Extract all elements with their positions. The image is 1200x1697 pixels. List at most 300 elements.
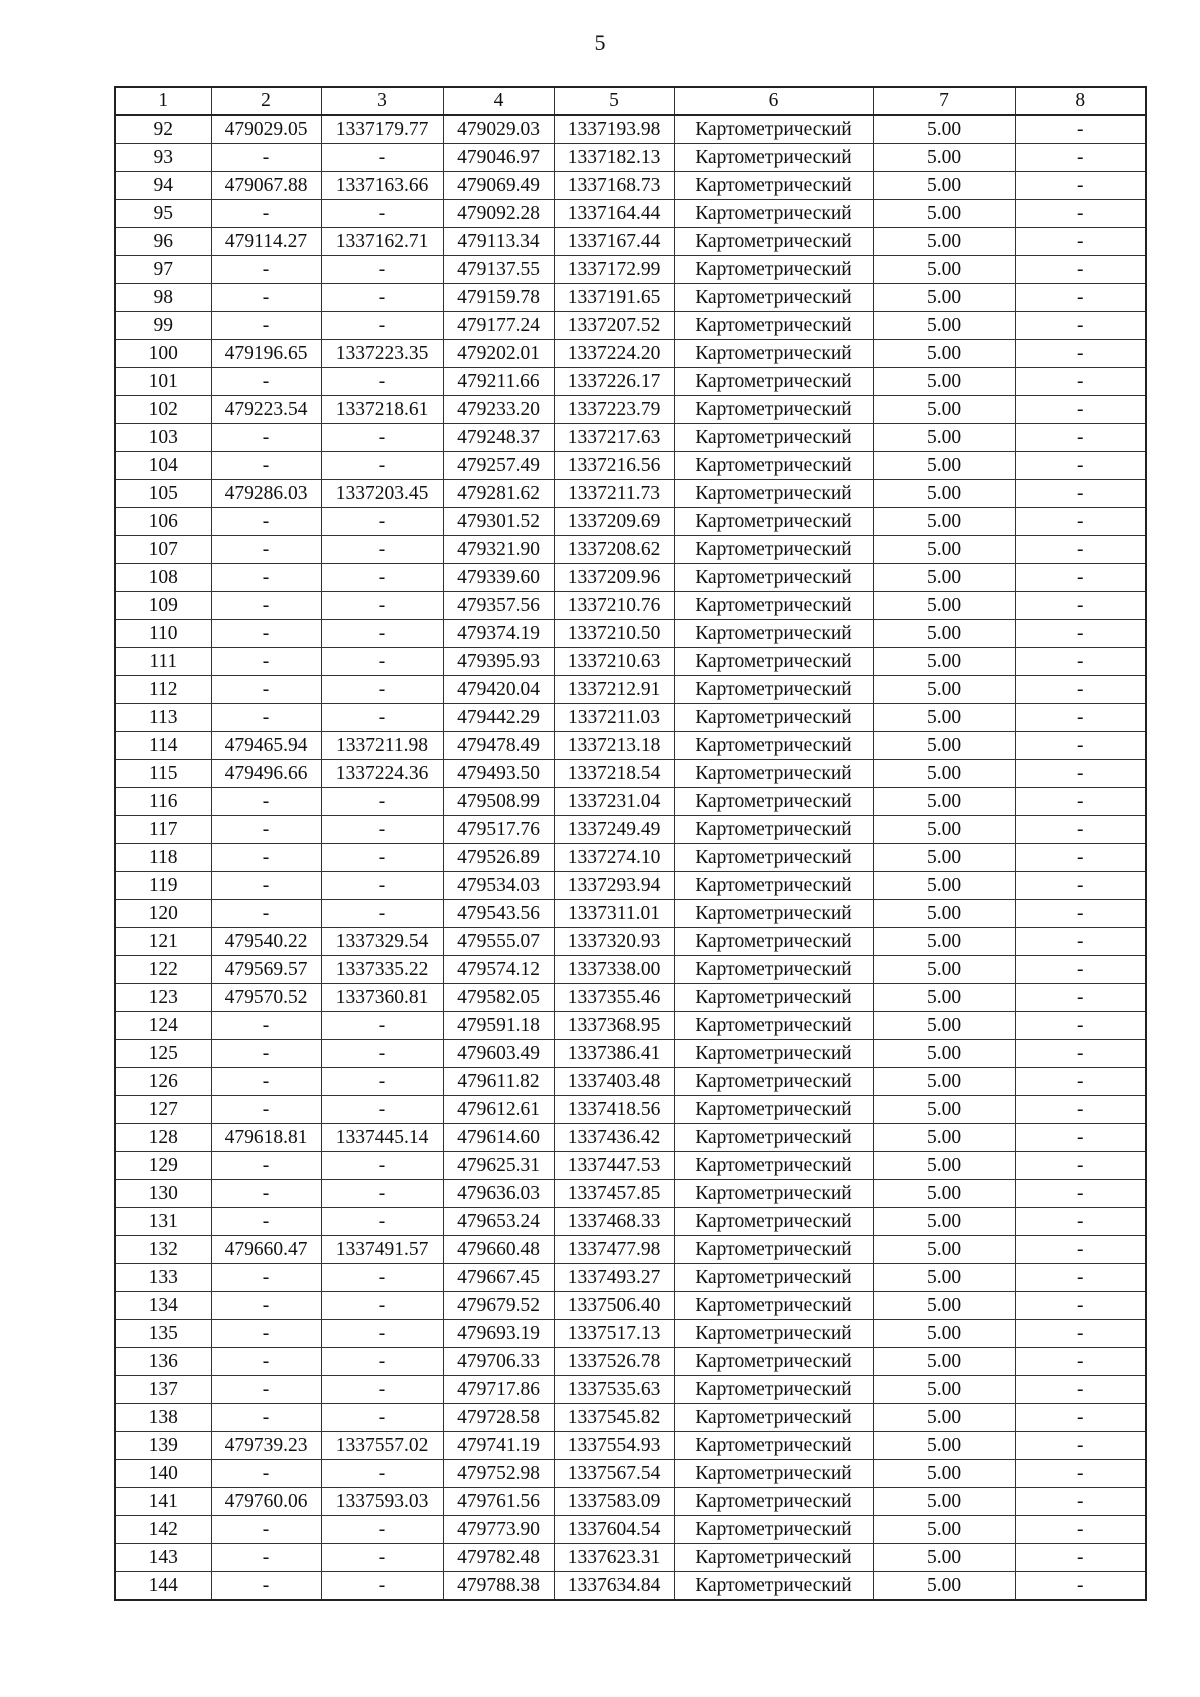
cell-old-x: 479067.88 <box>211 172 321 200</box>
cell-note: - <box>1015 844 1146 872</box>
table-row <box>115 1572 1146 1601</box>
cell-accuracy: 5.00 <box>873 200 1015 228</box>
cell-old-x: 479540.22 <box>211 928 321 956</box>
cell-accuracy: 5.00 <box>873 592 1015 620</box>
cell-old-y: - <box>321 1180 443 1208</box>
cell-method: Картометрический <box>674 284 873 312</box>
cell-point-number: 135 <box>115 1320 211 1348</box>
cell-new-y: 1337167.44 <box>554 228 674 256</box>
table-row <box>115 648 1146 676</box>
cell-accuracy: 5.00 <box>873 648 1015 676</box>
cell-new-x: 479508.99 <box>443 788 554 816</box>
cell-new-y: 1337210.76 <box>554 592 674 620</box>
cell-method: Картометрический <box>674 1544 873 1572</box>
cell-note: - <box>1015 900 1146 928</box>
cell-accuracy: 5.00 <box>873 172 1015 200</box>
cell-method: Картометрический <box>674 648 873 676</box>
cell-new-x: 479526.89 <box>443 844 554 872</box>
cell-accuracy: 5.00 <box>873 452 1015 480</box>
cell-old-x: 479223.54 <box>211 396 321 424</box>
cell-note: - <box>1015 1348 1146 1376</box>
cell-old-x: - <box>211 620 321 648</box>
column-header-5: 5 <box>554 87 674 115</box>
cell-accuracy: 5.00 <box>873 228 1015 256</box>
cell-point-number: 93 <box>115 144 211 172</box>
cell-note: - <box>1015 1376 1146 1404</box>
cell-point-number: 126 <box>115 1068 211 1096</box>
cell-point-number: 142 <box>115 1516 211 1544</box>
cell-new-y: 1337403.48 <box>554 1068 674 1096</box>
cell-old-y: 1337445.14 <box>321 1124 443 1152</box>
cell-new-y: 1337207.52 <box>554 312 674 340</box>
table-row <box>115 760 1146 788</box>
cell-new-x: 479211.66 <box>443 368 554 396</box>
cell-new-y: 1337164.44 <box>554 200 674 228</box>
table-row <box>115 1152 1146 1180</box>
cell-point-number: 111 <box>115 648 211 676</box>
cell-old-y: 1337593.03 <box>321 1488 443 1516</box>
cell-note: - <box>1015 788 1146 816</box>
cell-note: - <box>1015 340 1146 368</box>
cell-method: Картометрический <box>674 1320 873 1348</box>
cell-note: - <box>1015 872 1146 900</box>
cell-note: - <box>1015 1488 1146 1516</box>
cell-point-number: 125 <box>115 1040 211 1068</box>
cell-point-number: 136 <box>115 1348 211 1376</box>
header-row <box>115 87 1146 115</box>
cell-accuracy: 5.00 <box>873 760 1015 788</box>
cell-method: Картометрический <box>674 1516 873 1544</box>
cell-new-x: 479591.18 <box>443 1012 554 1040</box>
cell-new-x: 479177.24 <box>443 312 554 340</box>
cell-old-y: 1337491.57 <box>321 1236 443 1264</box>
cell-method: Картометрический <box>674 1264 873 1292</box>
cell-point-number: 138 <box>115 1404 211 1432</box>
cell-note: - <box>1015 1460 1146 1488</box>
cell-point-number: 129 <box>115 1152 211 1180</box>
cell-old-y: - <box>321 788 443 816</box>
cell-method: Картометрический <box>674 1376 873 1404</box>
cell-old-x: - <box>211 788 321 816</box>
cell-new-x: 479233.20 <box>443 396 554 424</box>
table-row <box>115 1404 1146 1432</box>
cell-old-x: - <box>211 1264 321 1292</box>
cell-method: Картометрический <box>674 1096 873 1124</box>
cell-old-y: - <box>321 872 443 900</box>
cell-new-y: 1337172.99 <box>554 256 674 284</box>
cell-new-x: 479029.03 <box>443 115 554 144</box>
cell-point-number: 109 <box>115 592 211 620</box>
cell-note: - <box>1015 480 1146 508</box>
cell-old-x: - <box>211 676 321 704</box>
cell-new-y: 1337338.00 <box>554 956 674 984</box>
cell-note: - <box>1015 200 1146 228</box>
coordinates-table <box>114 86 1147 1601</box>
cell-point-number: 113 <box>115 704 211 732</box>
table-row <box>115 872 1146 900</box>
cell-new-x: 479442.29 <box>443 704 554 732</box>
cell-new-y: 1337223.79 <box>554 396 674 424</box>
cell-note: - <box>1015 424 1146 452</box>
cell-old-x: - <box>211 816 321 844</box>
column-header-7: 7 <box>873 87 1015 115</box>
cell-new-y: 1337212.91 <box>554 676 674 704</box>
cell-note: - <box>1015 1208 1146 1236</box>
table-row <box>115 1544 1146 1572</box>
cell-old-y: - <box>321 648 443 676</box>
cell-old-x: - <box>211 424 321 452</box>
cell-note: - <box>1015 115 1146 144</box>
cell-old-y: - <box>321 284 443 312</box>
cell-point-number: 127 <box>115 1096 211 1124</box>
cell-accuracy: 5.00 <box>873 1264 1015 1292</box>
cell-old-x: - <box>211 1320 321 1348</box>
cell-new-y: 1337554.93 <box>554 1432 674 1460</box>
cell-note: - <box>1015 592 1146 620</box>
cell-method: Картометрический <box>674 1292 873 1320</box>
table-row <box>115 172 1146 200</box>
cell-accuracy: 5.00 <box>873 900 1015 928</box>
cell-old-x: - <box>211 564 321 592</box>
table-row <box>115 1292 1146 1320</box>
cell-method: Картометрический <box>674 676 873 704</box>
cell-method: Картометрический <box>674 424 873 452</box>
cell-old-x: - <box>211 452 321 480</box>
cell-old-x: 479739.23 <box>211 1432 321 1460</box>
cell-point-number: 114 <box>115 732 211 760</box>
cell-old-x: - <box>211 648 321 676</box>
cell-point-number: 107 <box>115 536 211 564</box>
cell-point-number: 106 <box>115 508 211 536</box>
cell-new-y: 1337213.18 <box>554 732 674 760</box>
cell-method: Картометрический <box>674 1460 873 1488</box>
cell-method: Картометрический <box>674 844 873 872</box>
cell-old-x: 479465.94 <box>211 732 321 760</box>
table-row <box>115 928 1146 956</box>
cell-note: - <box>1015 1124 1146 1152</box>
table-row <box>115 144 1146 172</box>
cell-note: - <box>1015 172 1146 200</box>
cell-method: Картометрический <box>674 1124 873 1152</box>
cell-old-y: - <box>321 1068 443 1096</box>
table-row <box>115 1460 1146 1488</box>
cell-old-x: - <box>211 200 321 228</box>
cell-note: - <box>1015 1012 1146 1040</box>
table-row <box>115 1180 1146 1208</box>
cell-point-number: 140 <box>115 1460 211 1488</box>
cell-new-y: 1337217.63 <box>554 424 674 452</box>
cell-new-x: 479248.37 <box>443 424 554 452</box>
table-row <box>115 1208 1146 1236</box>
column-header-8: 8 <box>1015 87 1146 115</box>
table-row <box>115 228 1146 256</box>
cell-old-x: - <box>211 1068 321 1096</box>
cell-accuracy: 5.00 <box>873 1096 1015 1124</box>
cell-point-number: 99 <box>115 312 211 340</box>
cell-point-number: 122 <box>115 956 211 984</box>
cell-method: Картометрический <box>674 256 873 284</box>
cell-method: Картометрический <box>674 1348 873 1376</box>
cell-accuracy: 5.00 <box>873 1460 1015 1488</box>
cell-new-x: 479574.12 <box>443 956 554 984</box>
column-header-3: 3 <box>321 87 443 115</box>
cell-point-number: 108 <box>115 564 211 592</box>
cell-accuracy: 5.00 <box>873 508 1015 536</box>
table-row <box>115 256 1146 284</box>
cell-note: - <box>1015 452 1146 480</box>
cell-point-number: 103 <box>115 424 211 452</box>
cell-old-x: - <box>211 900 321 928</box>
cell-old-x: - <box>211 704 321 732</box>
cell-point-number: 94 <box>115 172 211 200</box>
cell-method: Картометрический <box>674 115 873 144</box>
cell-old-y: - <box>321 424 443 452</box>
cell-note: - <box>1015 312 1146 340</box>
cell-old-x: - <box>211 1404 321 1432</box>
cell-point-number: 97 <box>115 256 211 284</box>
cell-new-y: 1337517.13 <box>554 1320 674 1348</box>
cell-old-x: - <box>211 872 321 900</box>
cell-new-x: 479782.48 <box>443 1544 554 1572</box>
cell-old-x: - <box>211 256 321 284</box>
cell-point-number: 121 <box>115 928 211 956</box>
cell-new-y: 1337210.50 <box>554 620 674 648</box>
table-row <box>115 1488 1146 1516</box>
cell-old-y: - <box>321 536 443 564</box>
cell-method: Картометрический <box>674 396 873 424</box>
cell-old-x: - <box>211 1544 321 1572</box>
table-row <box>115 592 1146 620</box>
cell-new-x: 479113.34 <box>443 228 554 256</box>
cell-old-y: - <box>321 1264 443 1292</box>
cell-method: Картометрический <box>674 508 873 536</box>
cell-old-x: - <box>211 508 321 536</box>
cell-new-y: 1337182.13 <box>554 144 674 172</box>
cell-old-y: 1337360.81 <box>321 984 443 1012</box>
cell-old-y: 1337329.54 <box>321 928 443 956</box>
cell-new-x: 479202.01 <box>443 340 554 368</box>
cell-accuracy: 5.00 <box>873 1208 1015 1236</box>
table-row <box>115 844 1146 872</box>
cell-old-y: - <box>321 1516 443 1544</box>
table-row <box>115 1432 1146 1460</box>
cell-new-y: 1337168.73 <box>554 172 674 200</box>
cell-old-y: - <box>321 200 443 228</box>
cell-note: - <box>1015 1096 1146 1124</box>
cell-old-y: - <box>321 592 443 620</box>
cell-accuracy: 5.00 <box>873 1404 1015 1432</box>
cell-method: Картометрический <box>674 452 873 480</box>
cell-method: Картометрический <box>674 564 873 592</box>
cell-new-x: 479636.03 <box>443 1180 554 1208</box>
cell-point-number: 137 <box>115 1376 211 1404</box>
cell-accuracy: 5.00 <box>873 396 1015 424</box>
cell-point-number: 101 <box>115 368 211 396</box>
cell-old-x: - <box>211 1208 321 1236</box>
cell-method: Картометрический <box>674 872 873 900</box>
table-row <box>115 564 1146 592</box>
cell-old-y: - <box>321 1096 443 1124</box>
cell-old-y: 1337218.61 <box>321 396 443 424</box>
cell-new-y: 1337218.54 <box>554 760 674 788</box>
cell-old-x: 479196.65 <box>211 340 321 368</box>
cell-point-number: 100 <box>115 340 211 368</box>
cell-old-y: - <box>321 1012 443 1040</box>
cell-old-y: - <box>321 900 443 928</box>
cell-old-x: - <box>211 1012 321 1040</box>
cell-accuracy: 5.00 <box>873 1040 1015 1068</box>
cell-accuracy: 5.00 <box>873 1012 1015 1040</box>
cell-old-x: - <box>211 1376 321 1404</box>
table-row <box>115 1320 1146 1348</box>
table-row <box>115 1376 1146 1404</box>
table-row <box>115 396 1146 424</box>
cell-old-x: - <box>211 1460 321 1488</box>
cell-old-x: - <box>211 312 321 340</box>
table-row <box>115 704 1146 732</box>
cell-new-x: 479092.28 <box>443 200 554 228</box>
cell-point-number: 131 <box>115 1208 211 1236</box>
cell-new-y: 1337604.54 <box>554 1516 674 1544</box>
cell-method: Картометрический <box>674 312 873 340</box>
cell-method: Картометрический <box>674 144 873 172</box>
cell-old-x: - <box>211 536 321 564</box>
cell-new-x: 479046.97 <box>443 144 554 172</box>
cell-new-x: 479137.55 <box>443 256 554 284</box>
cell-accuracy: 5.00 <box>873 872 1015 900</box>
cell-note: - <box>1015 676 1146 704</box>
cell-old-x: 479029.05 <box>211 115 321 144</box>
cell-note: - <box>1015 1404 1146 1432</box>
cell-point-number: 116 <box>115 788 211 816</box>
cell-note: - <box>1015 1068 1146 1096</box>
cell-new-x: 479706.33 <box>443 1348 554 1376</box>
cell-accuracy: 5.00 <box>873 256 1015 284</box>
cell-accuracy: 5.00 <box>873 816 1015 844</box>
cell-method: Картометрический <box>674 228 873 256</box>
cell-new-y: 1337274.10 <box>554 844 674 872</box>
cell-old-y: - <box>321 676 443 704</box>
cell-new-x: 479582.05 <box>443 984 554 1012</box>
cell-new-y: 1337209.96 <box>554 564 674 592</box>
table-row <box>115 115 1146 144</box>
table-row <box>115 1096 1146 1124</box>
cell-old-y: - <box>321 1404 443 1432</box>
cell-accuracy: 5.00 <box>873 424 1015 452</box>
cell-point-number: 118 <box>115 844 211 872</box>
cell-new-y: 1337634.84 <box>554 1572 674 1601</box>
cell-note: - <box>1015 284 1146 312</box>
cell-new-x: 479773.90 <box>443 1516 554 1544</box>
table-row <box>115 312 1146 340</box>
table-row <box>115 1348 1146 1376</box>
cell-old-y: - <box>321 1292 443 1320</box>
cell-new-y: 1337208.62 <box>554 536 674 564</box>
cell-point-number: 102 <box>115 396 211 424</box>
cell-old-x: - <box>211 1152 321 1180</box>
cell-accuracy: 5.00 <box>873 144 1015 172</box>
cell-method: Картометрический <box>674 1432 873 1460</box>
cell-new-x: 479257.49 <box>443 452 554 480</box>
cell-new-x: 479625.31 <box>443 1152 554 1180</box>
cell-new-x: 479667.45 <box>443 1264 554 1292</box>
cell-point-number: 110 <box>115 620 211 648</box>
cell-note: - <box>1015 732 1146 760</box>
cell-note: - <box>1015 816 1146 844</box>
cell-old-y: - <box>321 1320 443 1348</box>
cell-accuracy: 5.00 <box>873 1488 1015 1516</box>
cell-new-x: 479555.07 <box>443 928 554 956</box>
cell-new-x: 479374.19 <box>443 620 554 648</box>
cell-new-y: 1337623.31 <box>554 1544 674 1572</box>
cell-old-y: - <box>321 452 443 480</box>
cell-accuracy: 5.00 <box>873 1376 1015 1404</box>
cell-new-y: 1337436.42 <box>554 1124 674 1152</box>
cell-accuracy: 5.00 <box>873 1572 1015 1601</box>
cell-new-x: 479679.52 <box>443 1292 554 1320</box>
cell-new-x: 479761.56 <box>443 1488 554 1516</box>
cell-note: - <box>1015 1236 1146 1264</box>
cell-method: Картометрический <box>674 620 873 648</box>
cell-note: - <box>1015 1180 1146 1208</box>
cell-accuracy: 5.00 <box>873 340 1015 368</box>
cell-accuracy: 5.00 <box>873 956 1015 984</box>
table-row <box>115 508 1146 536</box>
cell-old-x: - <box>211 592 321 620</box>
cell-point-number: 133 <box>115 1264 211 1292</box>
cell-old-x: 479760.06 <box>211 1488 321 1516</box>
cell-note: - <box>1015 536 1146 564</box>
cell-accuracy: 5.00 <box>873 1124 1015 1152</box>
cell-point-number: 117 <box>115 816 211 844</box>
cell-point-number: 143 <box>115 1544 211 1572</box>
cell-old-x: - <box>211 284 321 312</box>
cell-new-x: 479478.49 <box>443 732 554 760</box>
cell-method: Картометрический <box>674 340 873 368</box>
cell-method: Картометрический <box>674 816 873 844</box>
cell-old-y: - <box>321 816 443 844</box>
cell-accuracy: 5.00 <box>873 928 1015 956</box>
cell-old-y: - <box>321 256 443 284</box>
cell-old-y: 1337203.45 <box>321 480 443 508</box>
cell-new-x: 479788.38 <box>443 1572 554 1601</box>
cell-method: Картометрический <box>674 704 873 732</box>
cell-new-y: 1337477.98 <box>554 1236 674 1264</box>
cell-new-y: 1337210.63 <box>554 648 674 676</box>
table-row <box>115 788 1146 816</box>
cell-note: - <box>1015 1152 1146 1180</box>
cell-method: Картометрический <box>674 1180 873 1208</box>
cell-old-x: 479618.81 <box>211 1124 321 1152</box>
cell-new-y: 1337567.54 <box>554 1460 674 1488</box>
cell-method: Картометрический <box>674 1152 873 1180</box>
cell-new-x: 479395.93 <box>443 648 554 676</box>
cell-old-x: 479570.52 <box>211 984 321 1012</box>
table-row <box>115 424 1146 452</box>
cell-old-y: - <box>321 1572 443 1601</box>
cell-new-y: 1337493.27 <box>554 1264 674 1292</box>
cell-accuracy: 5.00 <box>873 1236 1015 1264</box>
cell-new-x: 479752.98 <box>443 1460 554 1488</box>
cell-new-y: 1337506.40 <box>554 1292 674 1320</box>
cell-new-x: 479603.49 <box>443 1040 554 1068</box>
cell-accuracy: 5.00 <box>873 1292 1015 1320</box>
cell-accuracy: 5.00 <box>873 284 1015 312</box>
cell-old-y: 1337557.02 <box>321 1432 443 1460</box>
cell-old-y: - <box>321 312 443 340</box>
table-row <box>115 1236 1146 1264</box>
cell-note: - <box>1015 368 1146 396</box>
